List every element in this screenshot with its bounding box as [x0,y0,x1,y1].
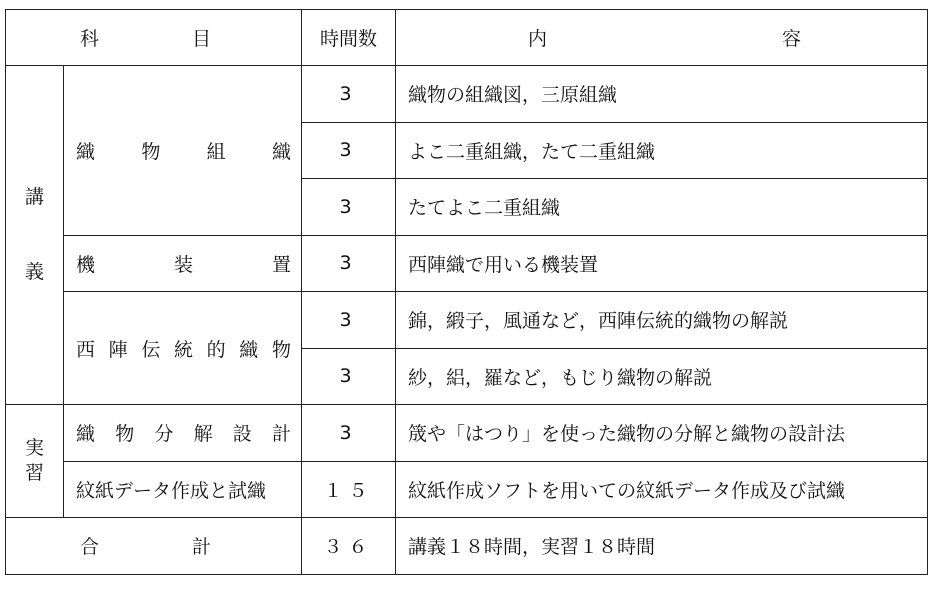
content-cell: たてよこ二重組織 [396,179,928,236]
subject-nishijin-traditional [64,292,302,405]
category-practice [6,405,64,518]
header-subject-char: 科 [80,28,100,50]
header-hours: 時間数 [302,10,396,66]
hours-cell: 3 [302,405,396,462]
subject-char: 機 [76,253,96,276]
total-hours: ３６ [302,518,396,575]
hours-cell: 3 [302,348,396,405]
content-cell: 錦，緞子，風通など，西陣伝統的織物の解説 [396,292,928,349]
subject-char: 織 [76,140,96,163]
hours-cell: 3 [302,66,396,123]
subject-jacquard-card: 紋紙データ作成と試織 [64,461,302,518]
subject-char: 的 [206,338,226,361]
subject-char: 解 [193,423,213,446]
subject-char: 計 [271,423,291,446]
table-row [6,405,928,462]
subject-char: 物 [271,338,291,361]
hours-cell: 3 [302,292,396,349]
curriculum-table [5,9,928,575]
hours-cell: 3 [302,122,396,179]
subject-char: 設 [232,423,252,446]
table-row [6,235,928,292]
header-content-char: 内 [528,28,548,50]
header-subject [6,10,302,66]
subject-char: 物 [141,140,161,163]
content-cell: 織物の組織図，三原組織 [396,66,928,123]
category-char: 習 [24,462,44,484]
subject-char: 伝 [141,338,161,361]
hours-cell: １５ [302,461,396,518]
subject-char: 置 [271,253,291,276]
header-row [6,10,928,66]
content-cell: 紋紙作成ソフトを用いての紋紙データ作成及び試織 [396,461,928,518]
category-char: 実 [24,437,44,459]
total-label [6,518,302,575]
content-cell: 筬や「はつり」を使った織物の分解と織物の設計法 [396,405,928,462]
hours-cell: 3 [302,179,396,236]
table-row [6,292,928,349]
subject-char: 織 [271,140,291,163]
table-row [6,66,928,123]
subject-char: 統 [173,338,193,361]
header-content [396,10,928,66]
category-lecture [6,66,64,405]
subject-char: 西 [76,338,96,361]
subject-char: 分 [154,423,174,446]
category-char: 講 [24,186,44,208]
total-char: 計 [191,536,211,559]
content-cell: 紗，絽，羅など，もじり織物の解説 [396,348,928,405]
subject-char: 装 [173,253,193,276]
subject-char: 織 [239,338,259,361]
content-cell: 西陣織で用いる機装置 [396,235,928,292]
table-row [6,461,928,518]
header-content-char: 容 [781,28,801,50]
subject-fabric-analysis [64,405,302,462]
header-subject-char: 目 [191,28,211,50]
subject-weave-structure [64,66,302,236]
category-char: 義 [24,261,44,283]
subject-char: 物 [115,423,135,446]
hours-cell: 3 [302,235,396,292]
subject-char: 組 [206,140,226,163]
content-cell: よこ二重組織，たて二重組織 [396,122,928,179]
total-row [6,518,928,575]
total-char: 合 [80,536,100,559]
subject-char: 陣 [108,338,128,361]
subject-loom-equipment [64,235,302,292]
subject-char: 織 [76,423,96,446]
total-content: 講義１８時間，実習１８時間 [396,518,928,575]
